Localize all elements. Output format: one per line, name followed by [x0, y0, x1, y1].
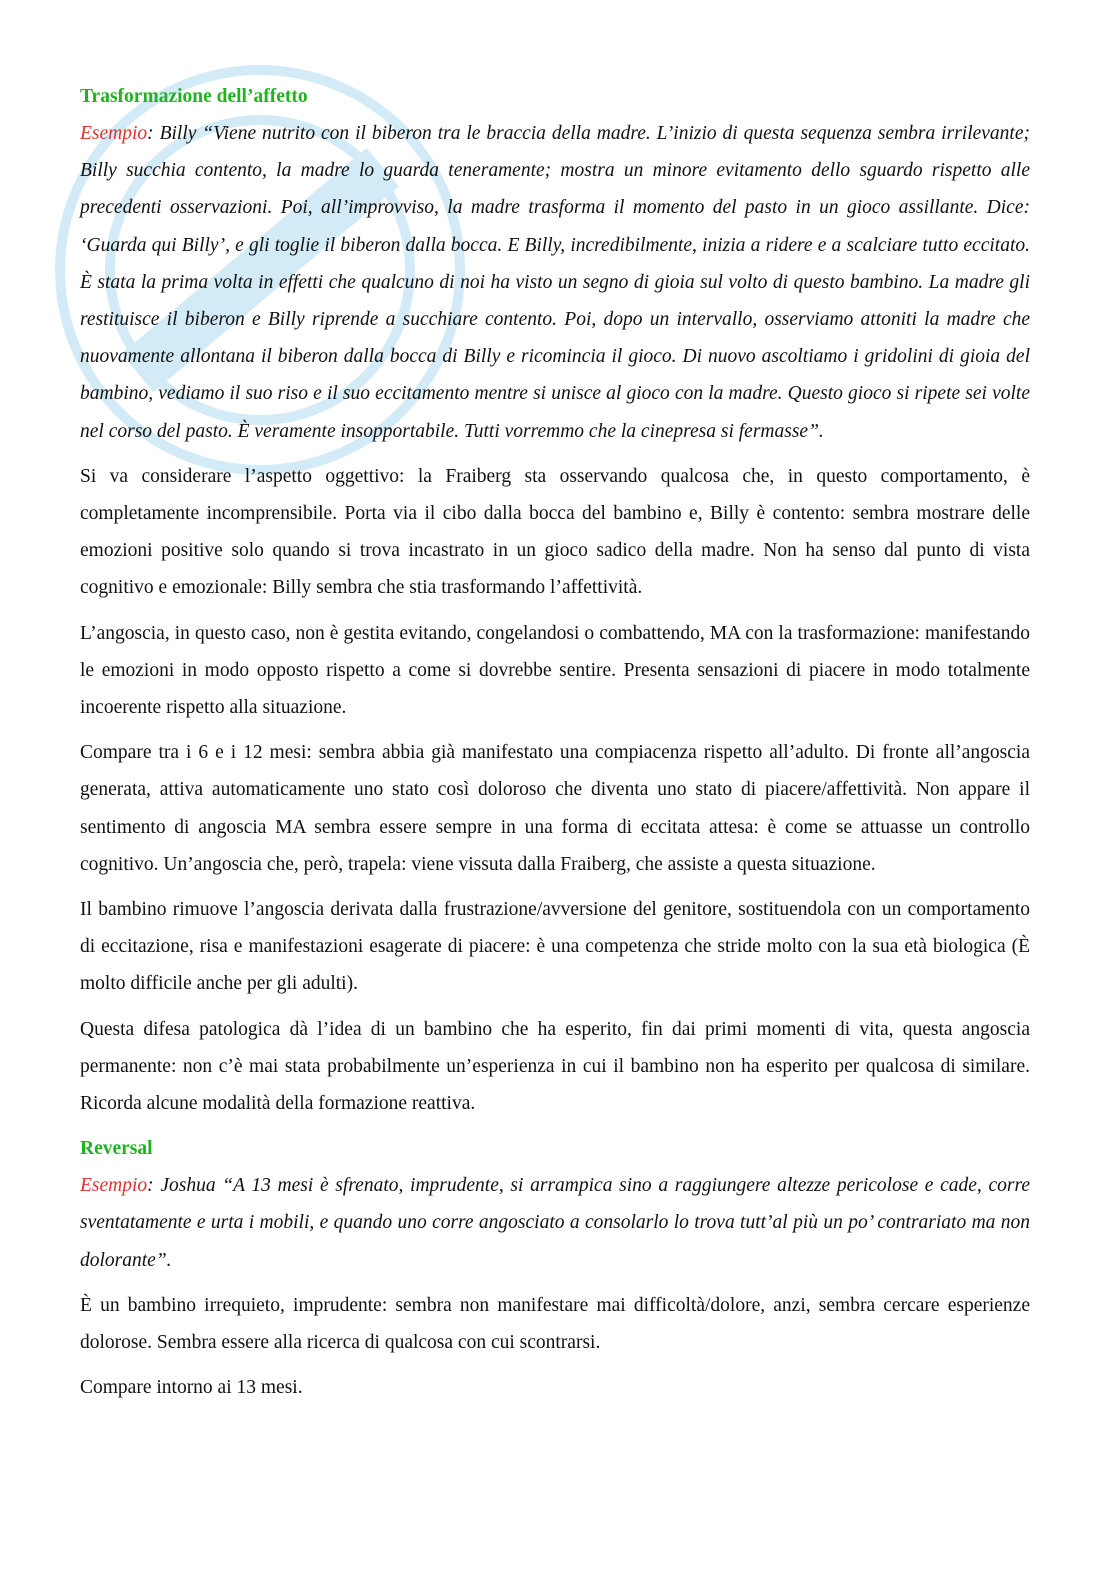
- body-paragraph: Il bambino rimuove l’angoscia derivata dalla frustrazione/avversione del genitore, sostituendola con un comportamento di eccitazione, risa e manifestazioni esagerate di piacere: è una competenza che stride molto con la sua età biologica (È molto difficile anche per gli adulti).: [80, 899, 1030, 995]
- example-paragraph: [80, 1167, 1030, 1279]
- example-label: Esempio: [80, 123, 148, 144]
- example-paragraph: [80, 115, 1030, 450]
- example-label: Esempio: [80, 1175, 148, 1197]
- body-paragraph: Compare intorno ai 13 mesi.: [80, 1377, 303, 1399]
- body-paragraph: Compare tra i 6 e i 12 mesi: sembra abbia già manifestato una compiacenza rispetto all’adulto. Di fronte all’angoscia generata, attiva automaticamente uno stato così doloroso che diventa uno stato di piacere/affettività. Non appare il sentimento di angoscia MA sembra essere sempre in una forma di eccitata attesa: è come se attuasse un controllo cognitivo. Un’angoscia che, però, trapela: viene vissuta dalla Fraiberg, che assiste a questa situazione.: [80, 742, 1030, 875]
- example-text: : Billy “Viene nutrito con il biberon tra le braccia della madre. L’inizio di questa sequenza sembra irrilevante; Billy succhia contento, la madre lo guarda teneramente; mostra un minore evitamento dello sguardo rispetto alle precedenti osservazioni. Poi, all’improvviso, la madre trasforma il momento del pasto in un gioco assillante. Dice: ‘Guarda qui Billy’, e gli toglie il biberon dalla bocca. E Billy, incredibilmente, inizia a ridere e a scalciare tutto eccitato. È stata la prima volta in effetti che qualcuno di noi ha visto un segno di gioia sul volto di questo bambino. La madre gli restituisce il biberon e Billy riprende a succhiare contento. Poi, dopo un intervallo, osserviamo attoniti la madre che nuovamente allontana il biberon dalla bocca di Billy e ricomincia il gioco. Di nuovo ascoltiamo i gridolini di gioia del bambino, vediamo il suo riso e il suo eccitamento mentre si unisce al gioco con la madre. Questo gioco si ripete sei volte nel corso del pasto. È veramente insopportabile. Tutti vorremmo che la cinepresa si fermasse”.: [80, 123, 1030, 442]
- section-trasformazione: [80, 78, 1030, 1122]
- section-reversal: [80, 1130, 1030, 1406]
- example-text: : Joshua “A 13 mesi è sfrenato, imprudente, si arrampica sino a raggiungere altezze pericolose e cade, corre sventatamente e urta i mobili, e quando uno corre angosciato a consolarlo lo trova tutt’al più un po’ contrariato ma non dolorante”.: [80, 1175, 1030, 1271]
- body-paragraph: È un bambino irrequieto, imprudente: sembra non manifestare mai difficoltà/dolore, anzi, sembra cercare esperienze dolorose. Sembra essere alla ricerca di qualcosa con cui scontrarsi.: [80, 1294, 1030, 1354]
- body-paragraph: Si va considerare l’aspetto oggettivo: la Fraiberg sta osservando qualcosa che, in questo comportamento, è completamente incomprensibile. Porta via il cibo dalla bocca del bambino e, Billy è contento: sembra mostrare delle emozioni positive solo quando si trova incastrato in un gioco sadico della madre. Non ha senso dal punto di vista cognitivo e emozionale: Billy sembra che stia trasformando l’affettività.: [80, 465, 1030, 599]
- document-page: [80, 78, 1030, 1415]
- section-heading: Trasformazione dell’affetto: [80, 86, 308, 107]
- body-paragraph: Questa difesa patologica dà l’idea di un bambino che ha esperito, fin dai primi momenti di vita, questa angoscia permanente: non c’è mai stata probabilmente un’esperienza in cui il bambino non ha esperito per qualcosa di similare. Ricorda alcune modalità della formazione reattiva.: [80, 1018, 1030, 1115]
- section-heading: Reversal: [80, 1138, 153, 1160]
- body-paragraph: L’angoscia, in questo caso, non è gestita evitando, congelandosi o combattendo, MA con la trasformazione: manifestando le emozioni in modo opposto rispetto a come si dovrebbe sentire. Presenta sensazioni di piacere in modo totalmente incoerente rispetto alla situazione.: [80, 622, 1030, 719]
